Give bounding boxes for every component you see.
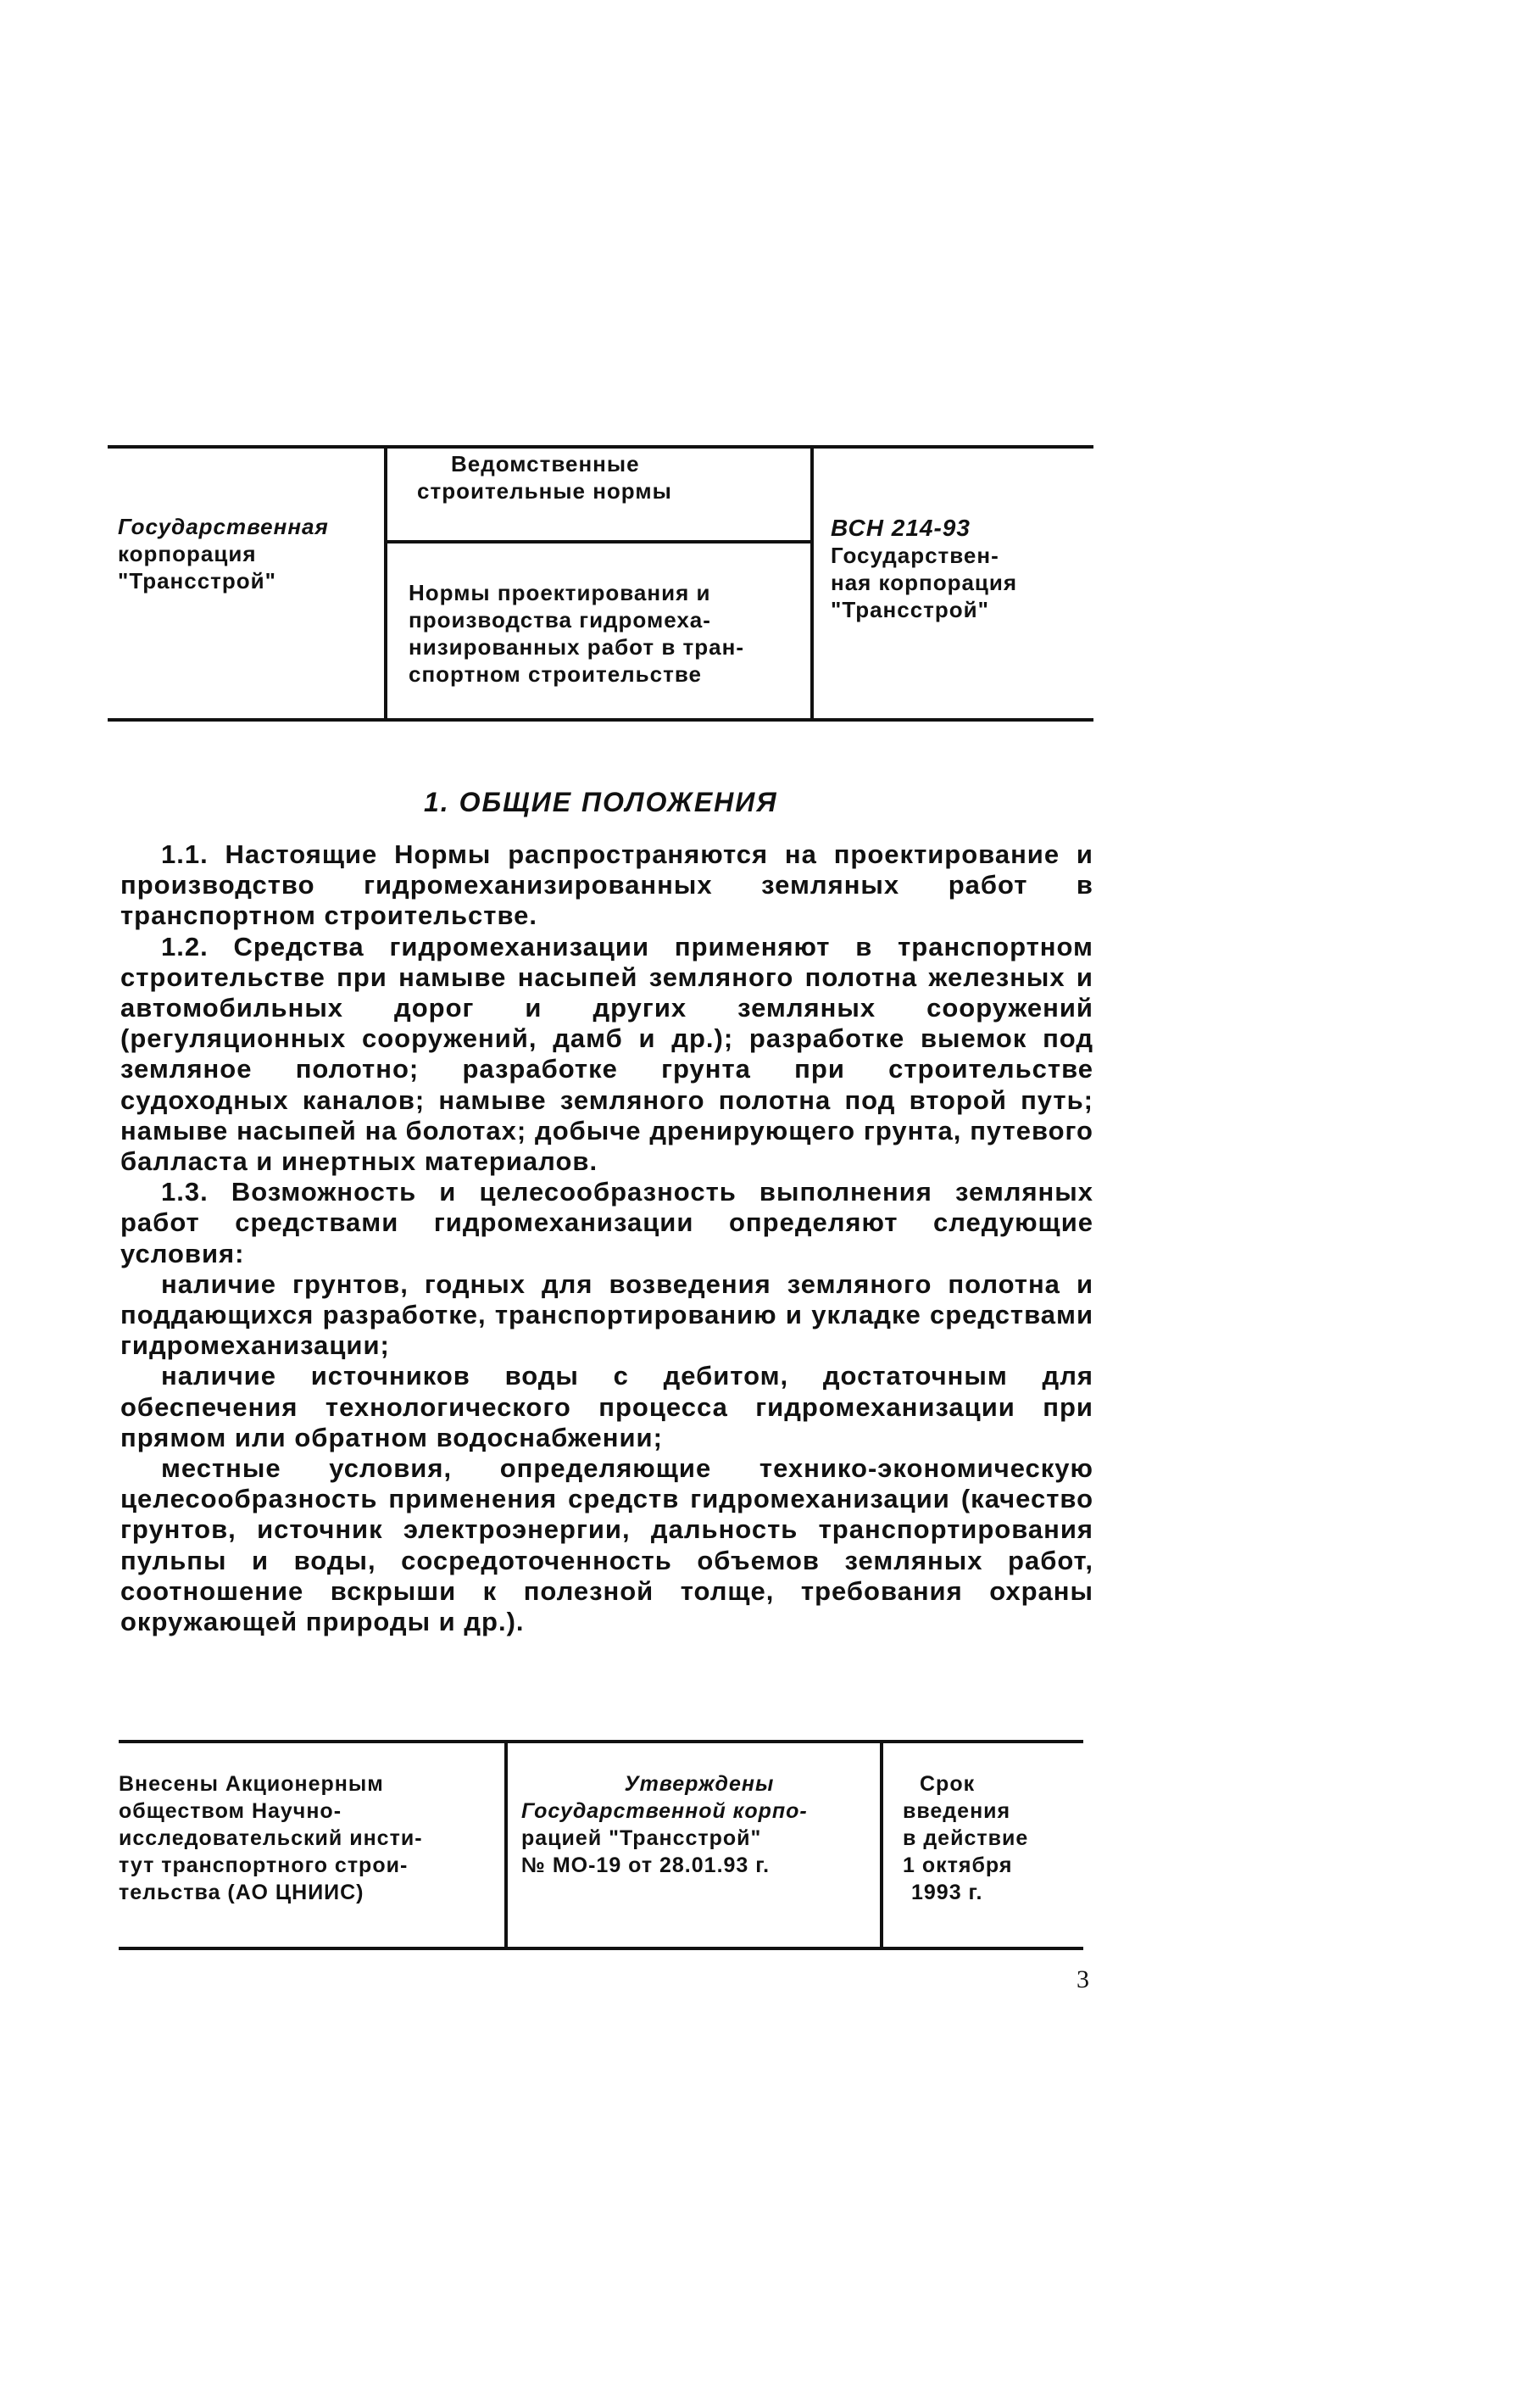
header-divider-right [810, 445, 814, 722]
doc-title-line: производства гидромеха- [409, 607, 711, 633]
effective-line: Срок [920, 1772, 976, 1796]
doc-code: ВСН 214-93 [831, 515, 971, 541]
footer-divider-right [880, 1740, 883, 1950]
header-top-rule [108, 445, 1093, 449]
footer-effective [903, 1770, 1072, 1906]
paragraph-1-2: 1.2. Средства гидромеханизации применяют в транспортном строительстве при намыве насыпей земляного полотна железных и автомобильных дорог и других земляных сооружений (регуляционных сооружений, дамб и др.); разработке выемок под земляное полотно; разработке грунта при строительстве судоходных каналов; намыве земляного полотна под второй путь; намыве насыпей на болотах; добыче дренирующего грунта, путевого балласта и инертных материалов. [120, 931, 1093, 1177]
introduced-line: тельства (АО ЦНИИС) [119, 1881, 364, 1904]
doc-title-line: Нормы проектирования и [409, 580, 711, 605]
header-table [108, 445, 1093, 722]
footer-top-rule [119, 1740, 1083, 1743]
section-title: 1. ОБЩИЕ ПОЛОЖЕНИЯ [424, 787, 778, 817]
header-middle-rule [384, 540, 810, 543]
doc-title-line: спортном строительстве [409, 661, 702, 687]
doc-title-line: низированных работ в тран- [409, 634, 744, 660]
condition-local: местные условия, определяющие технико-экономическую целесообразность применения средств гидромеханизации (качество грунтов, источник электроэнергии, дальность транспортирования пульпы и воды, сосредоточенность объемов земляных работ, соотношение вскрыши к полезной толще, требования охраны окружающей природы и др.). [120, 1453, 1093, 1637]
header-divider-left [384, 445, 387, 722]
org-right-line: ная корпорация [831, 570, 1018, 595]
footer-introduced [119, 1770, 500, 1906]
effective-line: в действие [903, 1826, 1029, 1850]
org-right-line: "Трансстрой" [831, 597, 989, 622]
header-code-block [831, 515, 1085, 623]
paragraph-1-1: 1.1. Настоящие Нормы распространяются на проектирование и производство гидромеханизированных земляных работ в транспортном строительстве. [120, 839, 1093, 931]
effective-line: введения [903, 1799, 1011, 1823]
paragraph-1-3: 1.3. Возможность и целесообразность выполнения земляных работ средствами гидромеханизации определяют следующие условия: [120, 1177, 1093, 1268]
introduced-line: обществом Научно- [119, 1799, 342, 1823]
org-right-line: Государствен- [831, 543, 999, 568]
org-left-line: Государственная [118, 514, 329, 539]
header-bottom-rule [108, 718, 1093, 722]
body-text [120, 839, 1093, 1637]
footer-divider-left [504, 1740, 508, 1950]
header-doc-title [409, 579, 807, 688]
footer-table [119, 1740, 1083, 1950]
condition-soils: наличие грунтов, годных для возведения земляного полотна и поддающихся разработке, транспортированию и укладке средствами гидромеханизации; [120, 1268, 1093, 1361]
approved-line: рацией "Трансстрой" [521, 1826, 762, 1850]
header-doc-type [417, 450, 807, 504]
effective-line: 1 октября [903, 1853, 1013, 1877]
header-org-left [118, 513, 381, 594]
page-number: 3 [1077, 1965, 1089, 1993]
effective-line: 1993 г. [911, 1881, 983, 1904]
footer-bottom-rule [119, 1947, 1083, 1950]
approved-line: Государственной корпо- [521, 1799, 808, 1823]
introduced-line: Внесены Акционерным [119, 1772, 384, 1796]
org-left-line: "Трансстрой" [118, 568, 276, 594]
doc-type-line: строительные нормы [417, 478, 672, 504]
org-left-line: корпорация [118, 541, 257, 566]
approved-line: Утверждены [624, 1772, 775, 1796]
condition-water: наличие источников воды с дебитом, достаточным для обеспечения технологического процесса гидромеханизации при прямом или обратном водоснабжении; [120, 1361, 1093, 1452]
doc-type-line: Ведомственные [451, 451, 640, 477]
introduced-line: тут транспортного строи- [119, 1853, 409, 1877]
introduced-line: исследовательский инсти- [119, 1826, 423, 1850]
approved-line: № МО-19 от 28.01.93 г. [521, 1853, 771, 1877]
footer-approved [521, 1770, 877, 1879]
